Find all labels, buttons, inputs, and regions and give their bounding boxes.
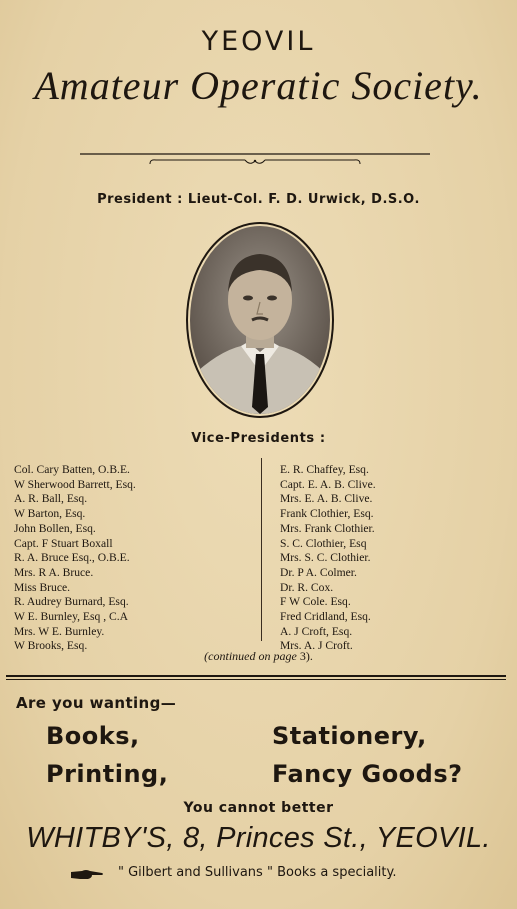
list-item: Mrs. R A. Bruce. [14,565,94,579]
pointing-hand-icon [70,868,104,882]
list-item: Miss Bruce. [14,580,71,594]
vice-presidents-heading: Vice-Presidents : [191,431,326,446]
list-item: John Bollen, Esq. [14,521,96,535]
president-portrait [186,222,334,418]
vice-presidents-right-column [280,463,510,654]
advert-fancy-goods: Fancy Goods? [272,760,463,788]
list-item: Mrs. Frank Clothier. [280,521,375,535]
list-item: W Brooks, Esq. [14,639,88,653]
town-name: YEOVIL [201,26,316,57]
list-item: R. Audrey Burnard, Esq. [14,595,129,609]
ornamental-divider [80,150,430,170]
list-item: W Sherwood Barrett, Esq. [14,477,136,491]
list-item: Mrs. A. J Croft. [280,639,353,653]
list-item: Mrs. E. A. B. Clive. [280,492,373,506]
advert-books: Books, [46,722,140,750]
column-divider [261,458,262,641]
continued-suffix: 3). [296,649,313,663]
list-item: Frank Clothier, Esq. [280,507,374,521]
list-item: Dr. P A. Colmer. [280,565,357,579]
advert-cannot-better: You cannot better [183,800,334,816]
list-item: R. A. Bruce Esq., O.B.E. [14,551,130,565]
list-item: Capt. E. A. B. Clive. [280,477,376,491]
list-item: Mrs. S. C. Clothier. [280,551,371,565]
list-item: Col. Cary Batten, O.B.E. [14,463,130,476]
advert-printing: Printing, [46,760,169,788]
advert-rule-thin [6,679,506,680]
advert-shop-name: WHITBY'S, 8, Princes St., YEOVIL. [26,822,491,854]
list-item: W E. Burnley, Esq , C.A [14,610,128,624]
continued-page-word: page [273,649,297,663]
list-item: E. R. Chaffey, Esq. [280,463,369,476]
list-item: A. R. Ball, Esq. [14,492,88,506]
president-line: President : Lieut-Col. F. D. Urwick, D.S.O. [97,192,420,207]
society-title: Amateur Operatic Society. [34,63,483,108]
list-item: F W Cole. Esq. [280,595,351,609]
list-item: S. C. Clothier, Esq [280,536,367,550]
list-item: A. J Croft, Esq. [280,624,353,638]
list-item: Fred Cridland, Esq. [280,610,371,624]
advert-speciality: " Gilbert and Sullivans " Books a speciality. [118,865,397,880]
vice-presidents-left-column [14,463,249,654]
continued-note [0,649,517,664]
list-item: Dr. R. Cox. [280,580,334,594]
list-item: W Barton, Esq. [14,507,86,521]
list-item: Capt. F Stuart Boxall [14,536,113,550]
advert-rule [6,675,506,677]
advert-stationery: Stationery, [272,722,427,750]
list-item: Mrs. W E. Burnley. [14,624,105,638]
continued-prefix: (continued on [204,649,274,663]
advert-question: Are you wanting— [16,694,177,712]
